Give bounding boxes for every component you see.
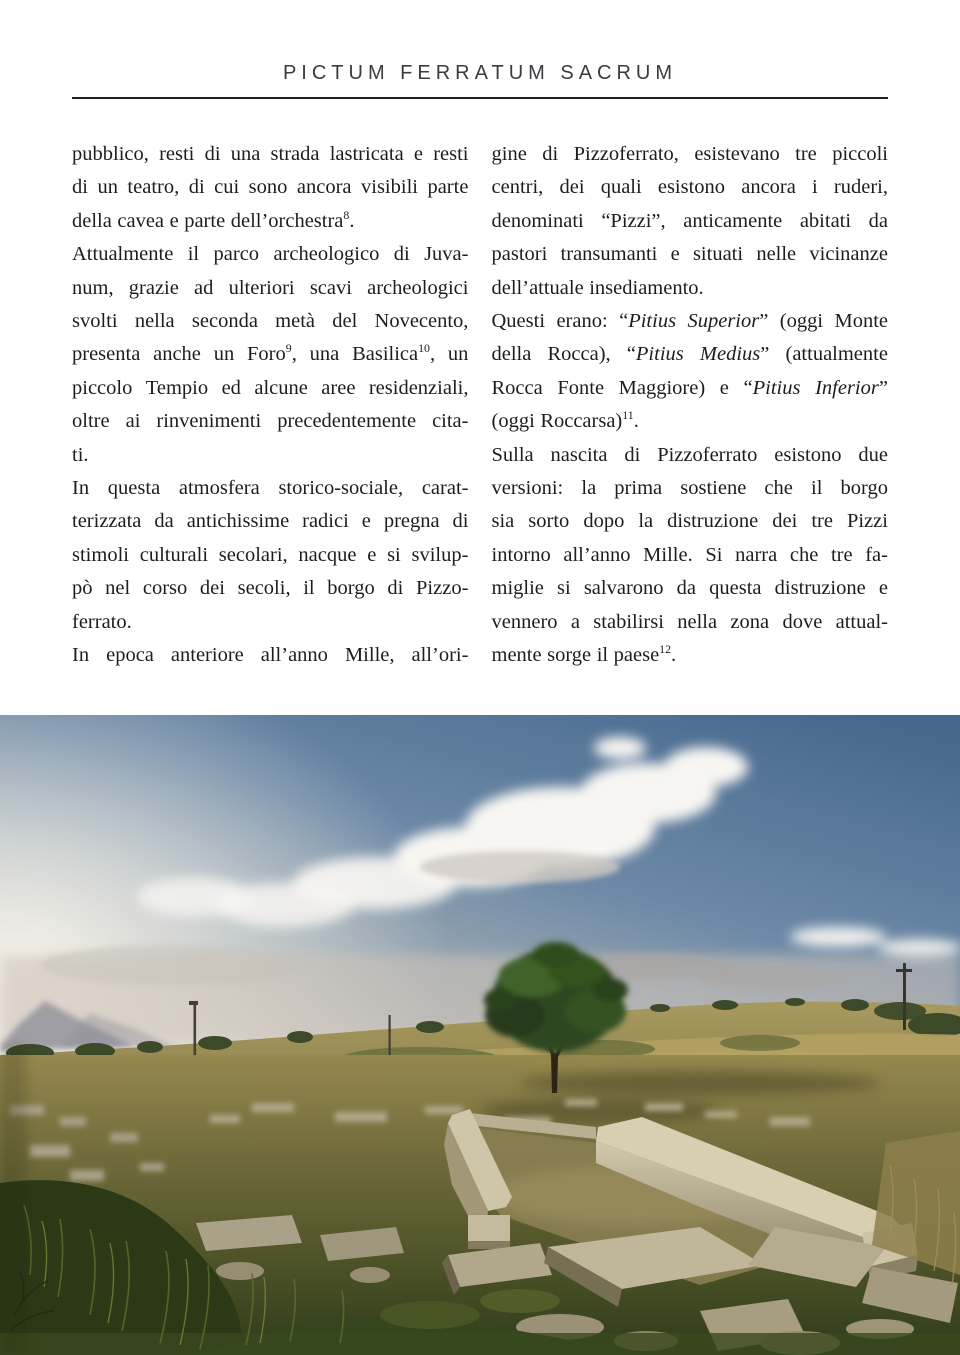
text-line: sia sorto dopo la distruzione dei tre Pizzi — [491, 510, 888, 533]
text-line: (oggi Roccarsa)$^{11}$. — [491, 408, 639, 433]
text-line: Sulla nascita di Pizzoferrato esistono due — [491, 443, 888, 466]
text-line: intorno all’anno Mille. Si narra che tre fa- — [491, 543, 888, 566]
text-column-right — [492, 138, 889, 673]
text-line: vennero a stabilirsi nella zona dove attual- — [491, 610, 888, 633]
text-line: gine di Pizzoferrato, esistevano tre piccoli — [491, 143, 888, 165]
text-line: ti. — [72, 443, 89, 466]
text-line: Attualmente il parco archeologico di Juva- — [72, 243, 469, 266]
text-line: dell’attuale insediamento. — [491, 276, 704, 299]
text-line: Questi erano: “Pitius Superior” (oggi Monte — [491, 310, 888, 333]
text-line: della Rocca), “Pitius Medius” (attualmente — [491, 343, 888, 366]
text-line: piccolo Tempio ed alcune aree residenziali, — [72, 376, 469, 399]
header-rule — [72, 97, 888, 99]
text-line: svolti nella seconda metà del Novecento, — [72, 310, 469, 333]
text-line: versioni: la prima sostiene che il borgo — [491, 477, 888, 500]
text-line: pò nel corso dei secoli, il borgo di Pizzo- — [72, 577, 469, 600]
body-text — [72, 138, 888, 673]
archaeological-site-photo — [0, 715, 960, 1355]
page-header — [72, 0, 888, 99]
text-line: della cavea e parte dell’orchestra$^8$. — [72, 207, 355, 232]
text-line: ferrato. — [72, 610, 132, 633]
text-line: mente sorge il paese$^{12}$. — [491, 642, 677, 667]
text-line: denominati “Pizzi”, anticamente abitati da — [491, 209, 888, 232]
text-line: In questa atmosfera storico-sociale, carat- — [72, 477, 469, 500]
text-line: pastori transumanti e situati nelle vicinanze — [491, 243, 888, 266]
text-line: pubblico, resti di una strada lastricata e resti — [72, 143, 469, 165]
text-line: presenta anche un Foro$^9$, una Basilica$^{10}$, un — [72, 341, 469, 366]
text-line: num, grazie ad ulteriori scavi archeologici — [72, 276, 469, 299]
text-line: stimoli culturali secolari, nacque e si svilup- — [72, 543, 469, 566]
text-line: di un teatro, di cui sono ancora visibili parte — [72, 176, 469, 199]
text-line: Rocca Fonte Maggiore) e “Pitius Inferior” — [491, 376, 888, 399]
text-column-left — [72, 138, 469, 673]
text-line: terizzata da antichissime radici e pregna di — [72, 510, 469, 533]
text-line: oltre ai rinvenimenti precedentemente cita- — [72, 410, 469, 433]
text-line: miglie si salvarono da questa distruzione e — [491, 577, 888, 600]
page-title: PICTUM FERRATUM SACRUM — [282, 62, 678, 84]
text-line: centri, dei quali esistono ancora i ruderi, — [491, 176, 888, 199]
text-line: In epoca anteriore all’anno Mille, all’ori- — [72, 644, 469, 667]
